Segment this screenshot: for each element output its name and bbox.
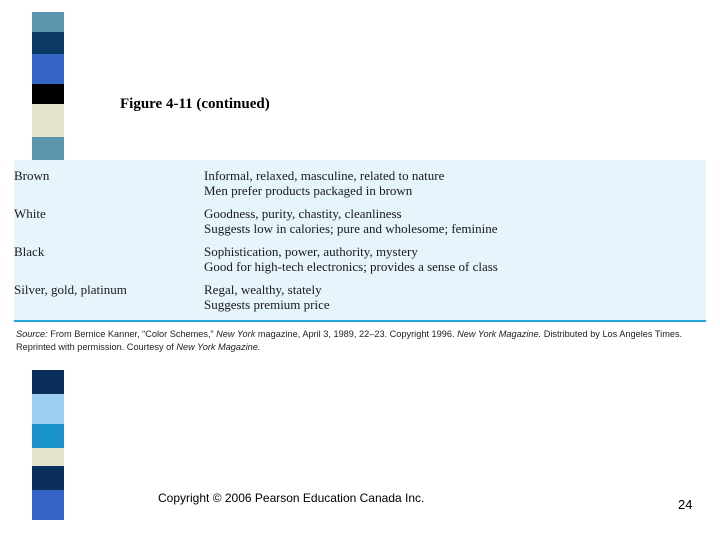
- color-meaning: Informal, relaxed, masculine, related to nature Men prefer products packaged in brown: [204, 168, 445, 198]
- color-name: Silver, gold, platinum: [14, 282, 127, 297]
- decor-strip-bottom: [32, 370, 64, 520]
- decor-strip-top: [32, 0, 64, 160]
- color-meaning: Sophistication, power, authority, mystery Good for high-tech electronics; provides a sense of class: [204, 244, 498, 274]
- figure-title: Figure 4-11 (continued): [120, 96, 270, 112]
- color-name: White: [14, 206, 46, 221]
- source-citation: Source: From Bernice Kanner, “Color Schemes,” New York magazine, April 3, 1989, 22–23. Copyright 1996. New York Magazine. Distributed by Los Angeles Times. Reprinted with permission. Courtesy of New York Magazine.: [16, 329, 683, 352]
- color-name: Black: [14, 244, 45, 259]
- copyright-footer: Copyright © 2006 Pearson Education Canada Inc.: [158, 491, 425, 505]
- color-meaning: Regal, wealthy, stately Suggests premium price: [204, 282, 330, 312]
- color-meaning: Goodness, purity, chastity, cleanliness Suggests low in calories; pure and wholesome; feminine: [204, 206, 498, 236]
- page-number: 24: [678, 497, 693, 512]
- color-name: Brown: [14, 168, 50, 183]
